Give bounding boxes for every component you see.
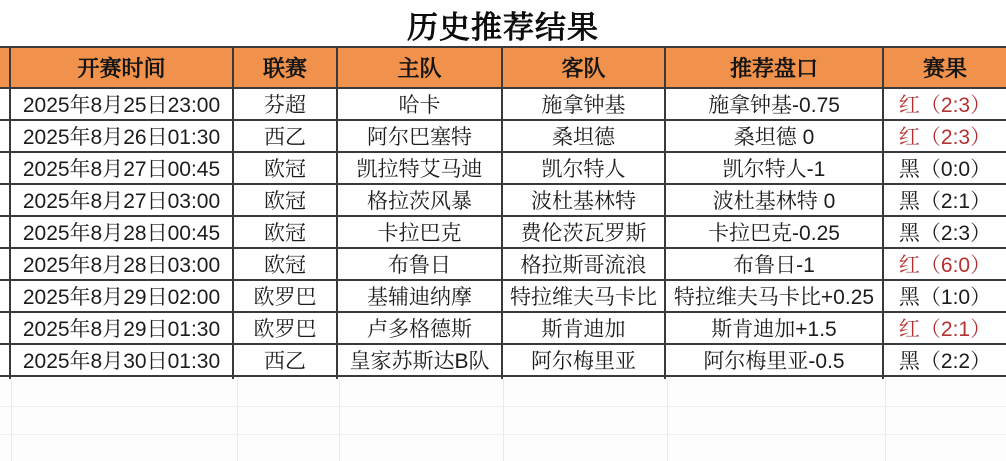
- cell-handicap[interactable]: 波杜基林特 0: [665, 184, 883, 216]
- cell-home[interactable]: 皇家苏斯达B队: [337, 344, 502, 376]
- cell-home[interactable]: 格拉茨风暴: [337, 184, 502, 216]
- gridline-horizontal: [0, 434, 1006, 435]
- cell-home[interactable]: 哈卡: [337, 88, 502, 120]
- cell-league[interactable]: 芬超: [233, 88, 337, 120]
- table-row: [0, 152, 1006, 184]
- table-row: [0, 184, 1006, 216]
- cell-league[interactable]: 欧冠: [233, 184, 337, 216]
- header-cell-result[interactable]: 赛果: [883, 47, 1006, 88]
- table-row: [0, 312, 1006, 344]
- header-cell-home[interactable]: 主队: [337, 47, 502, 88]
- cell-time[interactable]: 2025年8月25日23:00: [10, 88, 233, 120]
- cell-away[interactable]: 凯尔特人: [502, 152, 665, 184]
- row-stub-cell[interactable]: [0, 344, 10, 376]
- cell-home[interactable]: 卢多格德斯: [337, 312, 502, 344]
- row-stub-cell[interactable]: [0, 120, 10, 152]
- gridline-vertical: [667, 379, 668, 461]
- cell-home[interactable]: 卡拉巴克: [337, 216, 502, 248]
- gridline-vertical: [885, 379, 886, 461]
- cell-result[interactable]: 红（6:0）: [883, 248, 1006, 280]
- cell-result[interactable]: 黑（1:0）: [883, 280, 1006, 312]
- cell-handicap[interactable]: 斯肯迪加+1.5: [665, 312, 883, 344]
- cell-away[interactable]: 费伦茨瓦罗斯: [502, 216, 665, 248]
- recommendations-table: [0, 46, 1006, 409]
- table-row: [0, 216, 1006, 248]
- cell-away[interactable]: 格拉斯哥流浪: [502, 248, 665, 280]
- cell-time[interactable]: 2025年8月29日01:30: [10, 312, 233, 344]
- empty-grid: [0, 379, 1006, 461]
- cell-league[interactable]: 欧冠: [233, 152, 337, 184]
- cell-away[interactable]: 阿尔梅里亚: [502, 344, 665, 376]
- row-stub-cell[interactable]: [0, 248, 10, 280]
- cell-time[interactable]: 2025年8月28日03:00: [10, 248, 233, 280]
- gridline-vertical: [339, 379, 340, 461]
- cell-away[interactable]: 桑坦德: [502, 120, 665, 152]
- cell-league[interactable]: 西乙: [233, 120, 337, 152]
- cell-result[interactable]: 红（2:3）: [883, 120, 1006, 152]
- table-row: [0, 88, 1006, 120]
- gridline-vertical: [503, 379, 504, 461]
- row-stub-cell[interactable]: [0, 280, 10, 312]
- gridline-vertical: [11, 379, 12, 461]
- row-stub-cell[interactable]: [0, 184, 10, 216]
- header-cell-away[interactable]: 客队: [502, 47, 665, 88]
- cell-handicap[interactable]: 桑坦德 0: [665, 120, 883, 152]
- header-cell-time[interactable]: 开赛时间: [10, 47, 233, 88]
- cell-away[interactable]: 波杜基林特: [502, 184, 665, 216]
- cell-home[interactable]: 阿尔巴塞特: [337, 120, 502, 152]
- cell-result[interactable]: 红（2:3）: [883, 88, 1006, 120]
- cell-away[interactable]: 施拿钟基: [502, 88, 665, 120]
- cell-time[interactable]: 2025年8月27日03:00: [10, 184, 233, 216]
- cell-away[interactable]: 斯肯迪加: [502, 312, 665, 344]
- gridline-horizontal: [0, 406, 1006, 407]
- cell-league[interactable]: 西乙: [233, 344, 337, 376]
- row-stub-cell[interactable]: [0, 152, 10, 184]
- gridline-vertical: [237, 379, 238, 461]
- header-cell-league[interactable]: 联赛: [233, 47, 337, 88]
- cell-time[interactable]: 2025年8月30日01:30: [10, 344, 233, 376]
- cell-time[interactable]: 2025年8月29日02:00: [10, 280, 233, 312]
- cell-home[interactable]: 凯拉特艾马迪: [337, 152, 502, 184]
- table-row: [0, 120, 1006, 152]
- cell-result[interactable]: 黑（2:3）: [883, 216, 1006, 248]
- cell-handicap[interactable]: 特拉维夫马卡比+0.25: [665, 280, 883, 312]
- cell-time[interactable]: 2025年8月26日01:30: [10, 120, 233, 152]
- cell-league[interactable]: 欧冠: [233, 216, 337, 248]
- table-row: [0, 248, 1006, 280]
- header-cell-handicap[interactable]: 推荐盘口: [665, 47, 883, 88]
- cell-away[interactable]: 特拉维夫马卡比: [502, 280, 665, 312]
- page-title: 历史推荐结果: [407, 10, 599, 45]
- table-body: [0, 88, 1006, 408]
- cell-time[interactable]: 2025年8月27日00:45: [10, 152, 233, 184]
- cell-league[interactable]: 欧罗巴: [233, 280, 337, 312]
- cell-time[interactable]: 2025年8月28日00:45: [10, 216, 233, 248]
- cell-home[interactable]: 布鲁日: [337, 248, 502, 280]
- cell-handicap[interactable]: 卡拉巴克-0.25: [665, 216, 883, 248]
- table-row: [0, 344, 1006, 376]
- row-stub-cell[interactable]: [0, 216, 10, 248]
- cell-result[interactable]: 黑（0:0）: [883, 152, 1006, 184]
- row-stub-cell[interactable]: [0, 88, 10, 120]
- cell-handicap[interactable]: 布鲁日-1: [665, 248, 883, 280]
- cell-league[interactable]: 欧罗巴: [233, 312, 337, 344]
- cell-league[interactable]: 欧冠: [233, 248, 337, 280]
- row-stub-cell[interactable]: [0, 312, 10, 344]
- cell-handicap[interactable]: 阿尔梅里亚-0.5: [665, 344, 883, 376]
- cell-home[interactable]: 基辅迪纳摩: [337, 280, 502, 312]
- cell-result[interactable]: 红（2:1）: [883, 312, 1006, 344]
- cell-handicap[interactable]: 施拿钟基-0.75: [665, 88, 883, 120]
- cell-handicap[interactable]: 凯尔特人-1: [665, 152, 883, 184]
- cell-result[interactable]: 黑（2:2）: [883, 344, 1006, 376]
- header-row: [0, 47, 1006, 88]
- table-row: [0, 280, 1006, 312]
- header-stub-cell[interactable]: [0, 47, 10, 88]
- cell-result[interactable]: 黑（2:1）: [883, 184, 1006, 216]
